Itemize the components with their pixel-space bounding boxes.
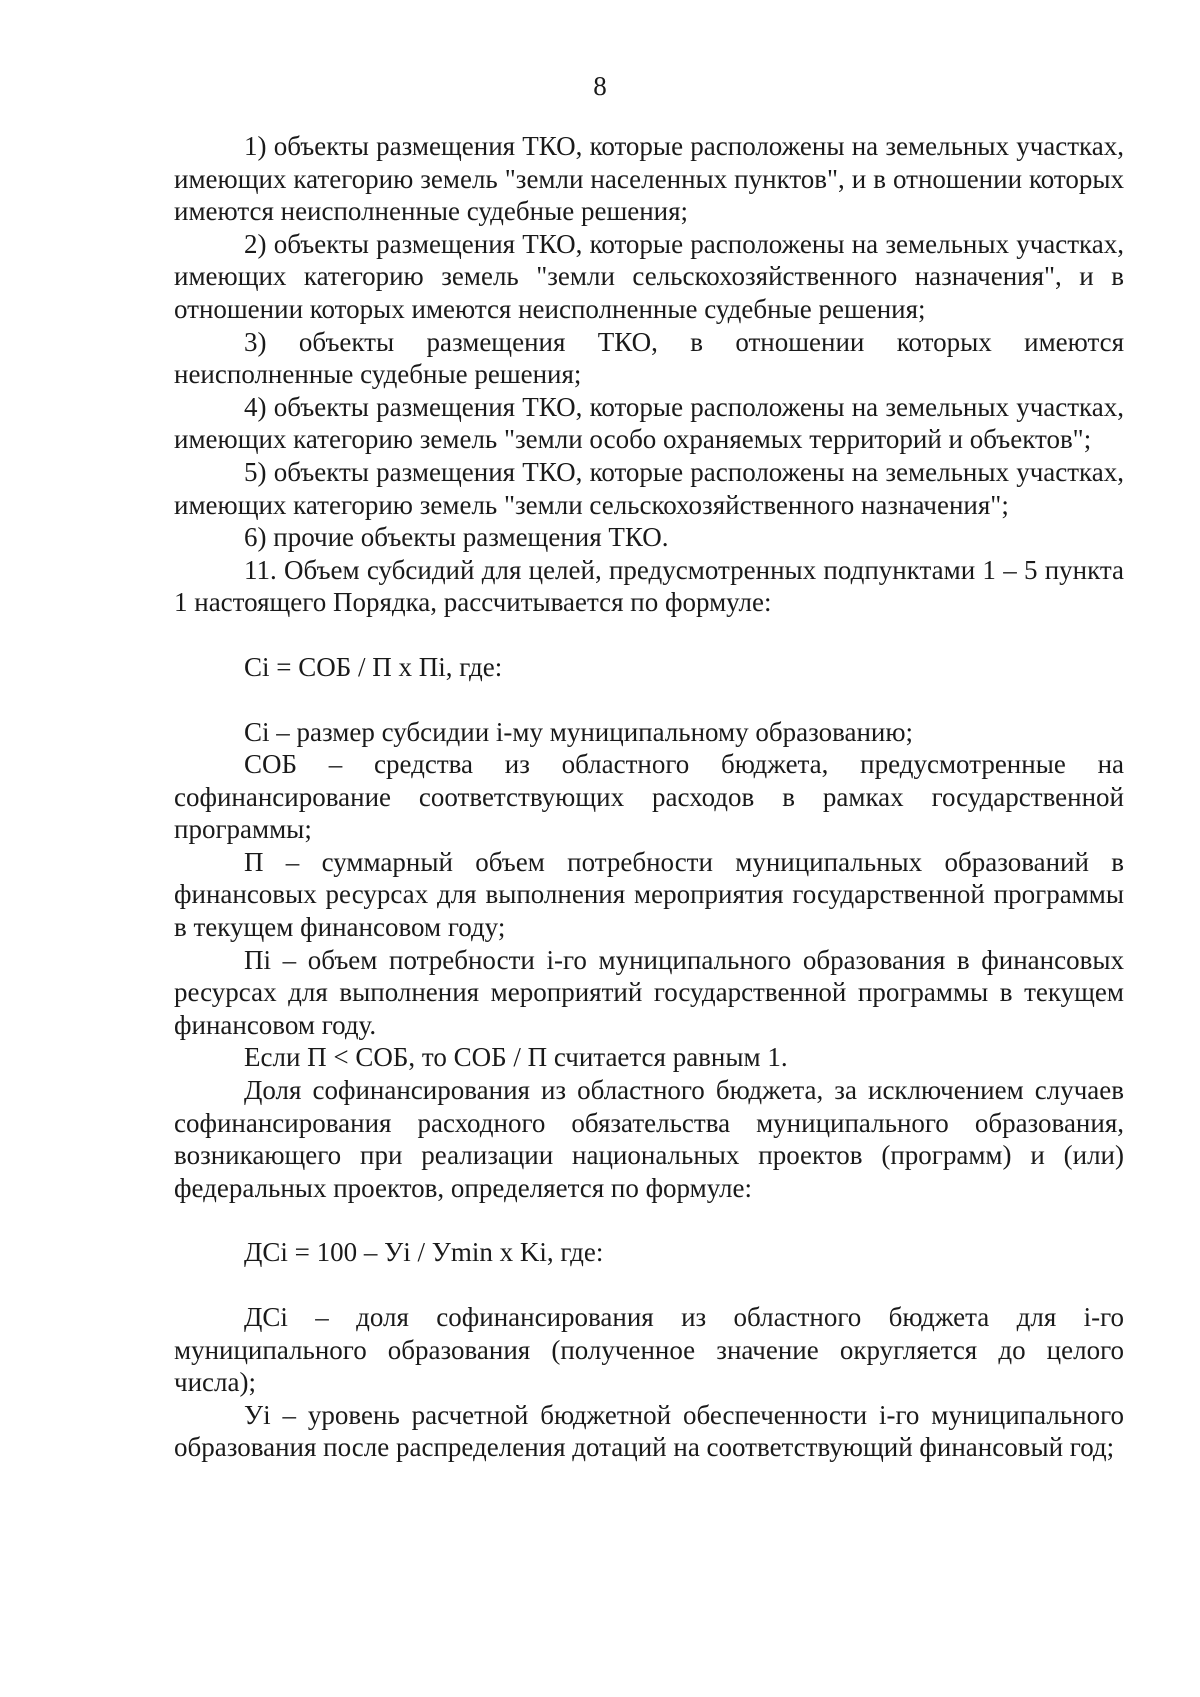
document-body (174, 130, 1124, 1464)
definition-ci: Ci – размер субсидии i-му муниципальному образованию; (244, 716, 914, 747)
condition-p-less-sob: Если П < СОБ, то СОБ / П считается равным 1. (244, 1042, 788, 1073)
definition-p: П – суммарный объем потребности муниципальных образований в финансовых ресурсах для выполнения мероприятия государственной программы в текущем финансовом году; (174, 846, 1124, 943)
formula-cofinancing: ДCi = 100 – Уi / Уmin х Ki, где: (244, 1237, 604, 1268)
paragraph-item-3: 3) объекты размещения ТКО, в отношении которых имеются неисполненные судебные решения; (174, 326, 1124, 390)
definition-pi: Пi – объем потребности i-го муниципального образования в финансовых ресурсах для выполнения мероприятий государственной программы в текущем финансовом году. (174, 944, 1124, 1040)
paragraph-item-5: 5) объекты размещения ТКО, которые расположены на земельных участках, имеющих категорию земель "земли сельскохозяйственного назначения"; (174, 456, 1124, 520)
paragraph-item-6: 6) прочие объекты размещения ТКО. (244, 522, 669, 553)
definition-ui: Уi – уровень расчетной бюджетной обеспеченности i-го муниципального образования после распределения дотаций на соответствующий финансовый год; (174, 1399, 1124, 1463)
definition-dci: ДCi – доля софинансирования из областного бюджета для i-го муниципального образования (полученное значение округляется до целого числа); (174, 1302, 1124, 1398)
paragraph-cofinancing-share: Доля софинансирования из областного бюджета, за исключением случаев софинансирования расходного обязательства муниципального образования, возникающего при реализации национальных проектов (программ) и (или) федеральных проектов, определяется по формуле: (174, 1075, 1124, 1203)
paragraph-clause-11: 11. Объем субсидий для целей, предусмотренных подпунктами 1 – 5 пункта 1 настоящего Порядка, рассчитывается по формуле: (174, 554, 1124, 618)
paragraph-item-2: 2) объекты размещения ТКО, которые расположены на земельных участках, имеющих категорию земель "земли сельскохозяйственного назначения", и в отношении которых имеются неисполненные судебные решения; (174, 228, 1124, 324)
formula-subsidy: Ci = СОБ / П х Пi, где: (244, 651, 503, 682)
page-number: 8 (593, 71, 607, 101)
definition-sob: СОБ – средства из областного бюджета, предусмотренные на софинансирование соответствующих расходов в рамках государственной программы; (174, 749, 1124, 845)
paragraph-item-1: 1) объекты размещения ТКО, которые расположены на земельных участках, имеющих категорию земель "земли населенных пунктов", и в отношении которых имеются неисполненные судебные решения; (174, 131, 1124, 227)
paragraph-item-4: 4) объекты размещения ТКО, которые расположены на земельных участках, имеющих категорию земель "земли особо охраняемых территорий и объектов"; (174, 391, 1124, 455)
